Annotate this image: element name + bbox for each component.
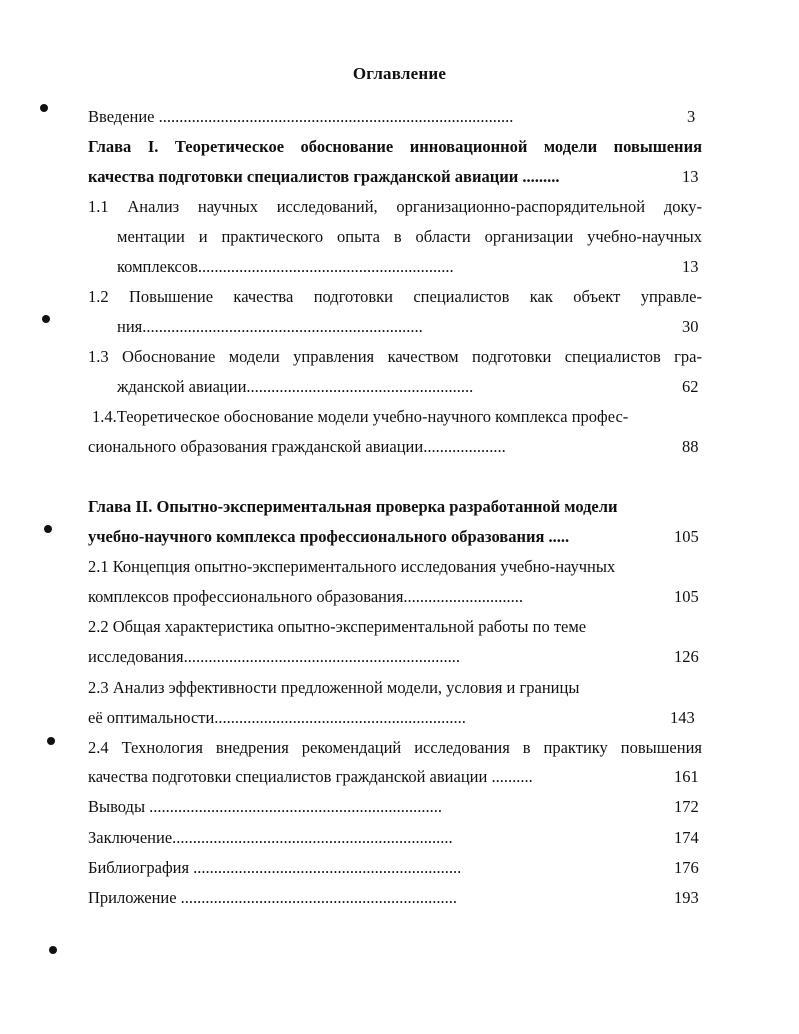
toc-section-2-2-end: исследования................................................................... 126 [88,647,699,666]
toc-section-2-4: 2.4 Технология внедрения рекомендаций исследования в практику повышения [88,738,702,757]
toc-section-2-4-end: качества подготовки специалистов гражданской авиации .......... 161 [88,767,699,786]
page-title: Оглавление [352,64,447,83]
toc-section-1-4-end: сионального образования гражданской авиации.................... 88 [88,437,699,456]
toc-appendix: Приложение ................................................................... 193 [88,888,699,907]
toc-section-1-1-end: комплексов.............................................................. 13 [117,257,699,276]
binding-hole-mark [49,946,57,954]
toc-chapter-2-title: Глава II. Опытно-экспериментальная проверка разработанной модели [88,497,618,516]
toc-section-1-4: 1.4.Теоретическое обоснование модели учебно-научного комплекса профес- [92,407,629,426]
binding-hole-mark [42,315,50,323]
toc-chapter-1-title: Глава I. Теоретическое обоснование инновационной модели повышения [88,137,702,156]
toc-section-1-3-end: жданской авиации....................................................... 62 [117,377,699,396]
toc-section-1-3: 1.3 Обоснование модели управления качеством подготовки специалистов гра- [88,347,702,366]
toc-chapter-2-title-cont: учебно-научного комплекса профессионального образования ..... 105 [88,527,699,546]
toc-chapter-1-title-cont: качества подготовки специалистов гражданской авиации ......... 13 [88,167,699,186]
toc-section-1-1: 1.1 Анализ научных исследований, организационно-распорядительной доку- [88,197,702,216]
toc-entry-intro: Введение ...................................................................................... 3 [88,107,696,126]
binding-hole-mark [47,737,55,745]
toc-section-1-2-end: ния.................................................................... 30 [117,317,699,336]
toc-section-2-1-end: комплексов профессионального образования............................. 105 [88,587,699,606]
toc-closing: Заключение.................................................................... 174 [88,828,699,847]
toc-section-2-3-end: её оптимальности............................................................. 143 [88,708,695,727]
toc-conclusions: Выводы ....................................................................... 172 [88,797,699,816]
binding-hole-mark [44,525,52,533]
toc-section-2-3: 2.3 Анализ эффективности предложенной модели, условия и границы [88,678,580,697]
toc-section-1-2: 1.2 Повышение качества подготовки специалистов как объект управле- [88,287,702,306]
toc-section-1-1-cont: ментации и практического опыта в области организации учебно-научных [117,227,702,246]
toc-bibliography: Библиография ................................................................. 176 [88,858,699,877]
toc-section-2-1: 2.1 Концепция опытно-экспериментального исследования учебно-научных [88,557,616,576]
toc-section-2-2: 2.2 Общая характеристика опытно-экспериментальной работы по теме [88,617,587,636]
binding-hole-mark [40,104,48,112]
